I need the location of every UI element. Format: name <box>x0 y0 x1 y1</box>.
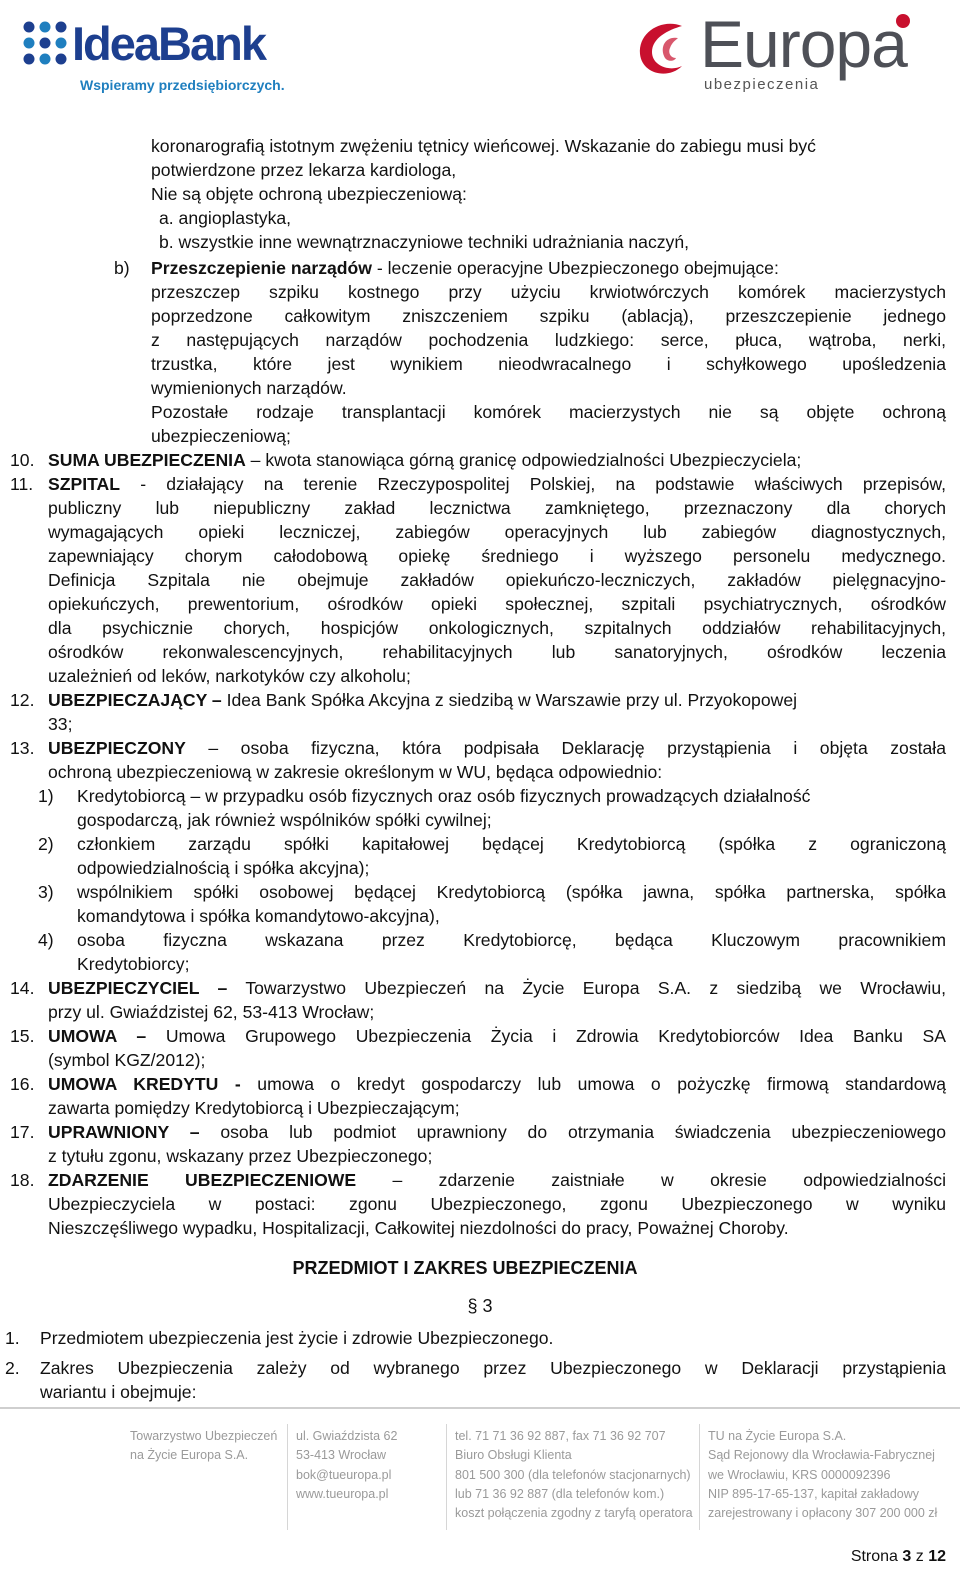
text-line: uzależnień od leków, narkotyków czy alkoholu; <box>48 666 411 686</box>
subitem-number: 3) <box>38 882 54 902</box>
text-line: gospodarczą, jak również wspólników spółki cywilnej; <box>77 810 492 830</box>
definition-text: Umowa Grupowego Ubezpieczenia Życia i Zdrowia Kredytobiorców Idea Banku SA <box>146 1026 946 1046</box>
page-of: z <box>911 1548 929 1565</box>
footer-text: Biuro Obsługi Klienta <box>455 1448 572 1463</box>
text-line: odpowiedzialnością i spółka akcyjna); <box>77 858 370 878</box>
footer-separator <box>446 1424 447 1530</box>
item-number: 2. <box>5 1358 20 1378</box>
definition-term: UBEZPIECZONY <box>48 738 186 758</box>
definition-text: – zdarzenie zaistniałe w okresie odpowiedzialności <box>356 1170 946 1190</box>
text-line: 33; <box>48 714 73 734</box>
text-line: poprzedzone całkowitym zniszczeniem szpiku (ablacją), przeszczepienie jednego <box>151 306 946 326</box>
text-line: wymienionych narządów. <box>151 378 347 398</box>
footer-text: NIP 895-17-65-137, kapitał zakładowy <box>708 1486 920 1501</box>
text-line: ośrodków rekonwalescencyjnych, rehabilitacyjnych lub sanatoryjnych, ośrodków leczenia <box>48 642 946 662</box>
footer-text: zarejestrowany i opłacony 307 200 000 zł <box>708 1506 938 1521</box>
footer-text: Sąd Rejonowy dla Wrocławia-Fabrycznej <box>708 1448 935 1463</box>
text-line: Nie są objęte ochroną ubezpieczeniową: <box>151 184 467 204</box>
text-line: publiczny lub niepubliczny zakład lecznictwa zamkniętego, przeznaczony dla chorych <box>48 498 946 518</box>
idea-bank-logo <box>22 14 285 96</box>
footer-separator <box>699 1424 700 1530</box>
footer-text: 801 500 300 (dla telefonów stacjonarnych) <box>455 1467 691 1482</box>
definition-text: – kwota stanowiąca górną granicę odpowiedzialności Ubezpieczyciela; <box>245 450 802 470</box>
page-number <box>851 1548 946 1566</box>
text-line: koronarografią istotnym zwężeniu tętnicy wieńcowej. Wskazanie do zabiegu musi być <box>151 136 816 156</box>
footer-text: ul. Gwiaździsta 62 <box>296 1429 398 1443</box>
footer-website-link[interactable]: www.tueuropa.pl <box>296 1486 389 1501</box>
footer-text: TU na Życie Europa S.A. <box>708 1429 847 1443</box>
list-item: a. angioplastyka, <box>159 208 292 228</box>
text-line: Ubezpieczyciela w postaci: zgonu Ubezpieczonego, zgonu Ubezpieczonego w wyniku <box>48 1194 946 1214</box>
text-line: ubezpieczeniową; <box>151 426 291 446</box>
text-line: trzustka, które jest wynikiem nieodwracalnego i schyłkowego upośledzenia <box>151 354 946 374</box>
text-line: Zakres Ubezpieczenia zależy od wybranego przez Ubezpieczonego w Deklaracji przystąpienia <box>40 1358 946 1378</box>
text-line: Nieszczęśliwego wypadku, Hospitalizacji, Całkowitej niezdolności do pracy, Poważnej Choroby. <box>48 1218 789 1238</box>
text-line: opiekuńczych, prewentorium, ośrodków opieki społecznej, szpitali psychiatrycznych, ośrodków <box>48 594 946 614</box>
item-number: 17. <box>10 1122 35 1142</box>
europa-swirl-icon <box>632 16 696 80</box>
definition-term: Przeszczepienie narządów <box>151 258 372 278</box>
idea-logo-text: IdeaBank <box>72 17 265 70</box>
section-title: PRZEDMIOT I ZAKRES UBEZPIECZENIA <box>292 1258 638 1278</box>
text-line: Kredytobiorcy; <box>77 954 190 974</box>
text-line: przy ul. Gwiaździstej 62, 53-413 Wrocław; <box>48 1002 375 1022</box>
definition-line <box>48 472 946 496</box>
item-number: 11. <box>10 474 34 494</box>
text-line: potwierdzone przez lekarza kardiologa, <box>151 160 457 180</box>
text-line: przeszczep szpiku kostnego przy użyciu krwiotwórczych komórek macierzystych <box>151 282 946 302</box>
footer-registration <box>708 1427 937 1523</box>
text-line: członkiem zarządu spółki kapitałowej będącej Kredytobiorcą (spółka z ograniczoną <box>77 834 946 854</box>
footer-divider <box>0 1407 960 1409</box>
europa-logo <box>632 8 922 98</box>
definition-text: Idea Bank Spółka Akcyjna z siedzibą w Warszawie przy ul. Przyokopowej <box>221 690 798 710</box>
text-line: Pozostałe rodzaje transplantacji komórek macierzystych nie są objęte ochroną <box>151 402 946 422</box>
definition-line <box>48 1072 946 1096</box>
subitem-number: 1) <box>38 786 54 806</box>
definition-line <box>48 736 946 760</box>
idea-dots-icon <box>22 20 68 66</box>
item-number: 18. <box>10 1170 35 1190</box>
text-line: wariantu i obejmuje: <box>40 1382 197 1402</box>
item-number: 14. <box>10 978 35 998</box>
footer-contact <box>455 1427 693 1523</box>
text-line: komandytowa i spółka komandytowo-akcyjna), <box>77 906 440 926</box>
europa-subtitle: ubezpieczenia <box>704 76 820 93</box>
definition-line <box>151 256 779 280</box>
page-label: Strona <box>850 1548 903 1565</box>
definition-term: ZDARZENIE UBEZPIECZENIOWE <box>48 1170 357 1190</box>
item-number: 15. <box>10 1026 35 1046</box>
definition-term: UPRAWNIONY – <box>48 1122 200 1142</box>
definition-term: SUMA UBEZPIECZENIA <box>48 450 246 470</box>
text-line: Przedmiotem ubezpieczenia jest życie i zdrowie Ubezpieczonego. <box>40 1328 554 1348</box>
text-line: z następujących narządów pochodzenia ludzkiego: serce, płuca, wątroba, nerki, <box>151 330 946 350</box>
europa-logo-text: Europa <box>700 7 907 81</box>
text-line: Kredytobiorcą – w przypadku osób fizycznych oraz osób fizycznych prowadzących działalność <box>77 786 811 806</box>
definition-line <box>48 1120 946 1144</box>
footer-company <box>130 1427 277 1466</box>
item-marker: b) <box>114 258 130 278</box>
definition-term: UBEZPIECZAJĄCY – <box>48 690 222 710</box>
definition-term: UMOWA KREDYTU - <box>48 1074 241 1094</box>
idea-slogan: Wspieramy przedsiębiorczych. <box>80 77 285 93</box>
definition-line <box>48 976 946 1000</box>
item-number: 10. <box>10 450 35 470</box>
text-line: dla psychicznie chorych, hospicjów onkologicznych, szpitalnych oddziałów rehabilitacyjnych, <box>48 618 946 638</box>
definition-text: - działający na terenie Rzeczypospolitej Polskiej, na podstawie właściwych przepisów, <box>120 474 946 494</box>
text-line: zawarta pomiędzy Kredytobiorcą i Ubezpieczającym; <box>48 1098 460 1118</box>
footer-separator <box>287 1424 288 1530</box>
item-number: 1. <box>5 1328 20 1348</box>
footer-text: lub 71 36 92 887 (dla telefonów kom.) <box>455 1486 665 1501</box>
definition-term: UBEZPIECZYCIEL – <box>48 978 228 998</box>
text-line: (symbol KGZ/2012); <box>48 1050 206 1070</box>
definition-term: UMOWA – <box>48 1026 147 1046</box>
item-number: 12. <box>10 690 35 710</box>
definition-text: osoba lub podmiot uprawniony do otrzymania świadczenia ubezpieczeniowego <box>199 1122 947 1142</box>
page-total: 12 <box>928 1548 946 1565</box>
footer-text: 53-413 Wrocław <box>296 1448 387 1463</box>
text-line: osoba fizyczna wskazana przez Kredytobiorcę, będąca Kluczowym pracownikiem <box>77 930 946 950</box>
footer-text: na Życie Europa S.A. <box>130 1448 249 1463</box>
footer-text: we Wrocławiu, KRS 0000092396 <box>708 1467 891 1482</box>
footer-address <box>296 1427 397 1504</box>
page-current: 3 <box>902 1548 912 1565</box>
list-item: b. wszystkie inne wewnątrznaczyniowe techniki udrażniania naczyń, <box>159 232 690 252</box>
paragraph-mark: § 3 <box>467 1296 493 1316</box>
text-line: wymagających opieki leczniczej, zabiegów operacyjnych lub zabiegów diagnostycznych, <box>48 522 946 542</box>
definition-text: Towarzystwo Ubezpieczeń na Życie Europa S.A. z siedzibą we Wrocławiu, <box>227 978 946 998</box>
definition-term: SZPITAL <box>48 474 120 494</box>
text-line: zapewniający chorym całodobową opiekę średniego i wyższego personelu medycznego. <box>48 546 946 566</box>
footer-text: koszt połączenia zgodny z taryfą operatora <box>455 1506 693 1521</box>
subitem-number: 4) <box>38 930 54 950</box>
footer-text: tel. 71 71 36 92 887, fax 71 36 92 707 <box>455 1429 666 1443</box>
item-number: 13. <box>10 738 35 758</box>
definition-text: - leczenie operacyjne Ubezpieczonego obejmujące: <box>371 258 779 278</box>
definition-text: – osoba fizyczna, która podpisała Deklarację przystąpienia i objęta została <box>185 738 946 758</box>
definition-line <box>48 1024 946 1048</box>
definition-line <box>48 688 797 712</box>
footer-email-link[interactable]: bok@tueuropa.pl <box>296 1467 392 1482</box>
definition-text: umowa o kredyt gospodarczy lub umowa o pożyczkę firmową standardową <box>240 1074 946 1094</box>
text-line: z tytułu zgonu, wskazany przez Ubezpieczonego; <box>48 1146 433 1166</box>
footer-text: Towarzystwo Ubezpieczeń <box>130 1429 278 1443</box>
text-line: ochroną ubezpieczeniową w zakresie określonym w WU, będąca odpowiednio: <box>48 762 663 782</box>
definition-line <box>48 1168 946 1192</box>
text-line: wspólnikiem spółki osobowej będącej Kredytobiorcą (spółka jawna, spółka partnerska, spółka <box>77 882 946 902</box>
definition-line <box>48 448 801 472</box>
item-number: 16. <box>10 1074 35 1094</box>
text-line: Definicja Szpitala nie obejmuje zakładów opiekuńczo-leczniczych, zakładów pielęgnacyjno- <box>48 570 946 590</box>
subitem-number: 2) <box>38 834 54 854</box>
